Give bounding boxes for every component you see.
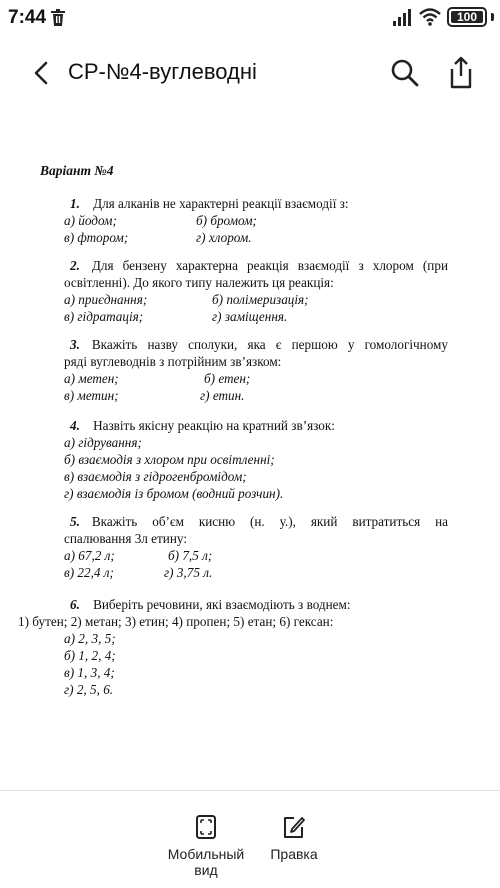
question-number: 6. [70,597,80,612]
mobile-view-icon [195,814,217,840]
question-text: Назвіть якісну реакцію на кратний зв’язок: [93,418,335,433]
status-bar [0,0,500,34]
option-d: г) 3,75 л. [164,565,213,580]
question-text: Для алканів не характерні реакції взаємодії з: [93,196,349,211]
mobile-view-button[interactable] [158,814,254,878]
option-d: г) етин. [200,388,245,403]
status-time: 7:44 [8,7,47,28]
question-text: Вкажіть об’єм кисню (н. у.), який витратиться на [91,514,448,529]
option-a: а) 2, 3, 5; [64,631,116,646]
bottom-divider [0,790,500,791]
question-number: 4. [70,418,80,433]
back-button[interactable] [26,58,56,88]
option-d: г) 2, 5, 6. [64,682,114,697]
mobile-view-label-2: вид [194,862,218,878]
question-text-cont: спалювання 3л етину: [64,531,187,546]
wifi-icon [419,8,441,26]
option-c: в) фтором; [64,230,129,245]
back-icon [33,61,49,85]
status-indicators [393,7,494,27]
share-button[interactable] [444,54,478,92]
option-d: г) заміщення. [212,309,288,324]
variant-heading: Варіант №4 [40,163,114,178]
option-b: б) етен; [204,371,251,386]
app-bar [0,48,500,98]
option-c: в) взаємодія з гідрогенбромідом; [64,469,247,484]
mobile-view-label: Мобильный [167,846,245,862]
option-a: а) метен; [64,371,119,386]
document-page [0,150,500,790]
option-b: б) 7,5 л; [168,548,213,563]
option-c: в) гідратація; [64,309,144,324]
question-text-cont: 1) бутен; 2) метан; 3) етин; 4) пропен; 5) етан; 6) гексан: [18,614,334,629]
option-a: а) 67,2 л; [64,548,115,563]
bottom-toolbar [0,800,500,888]
option-b: б) полімеризація; [212,292,309,307]
question-number: 5. [70,514,80,529]
battery-level: 100 [456,10,478,24]
question-text: Виберіть речовини, які взаємодіють з воднем: [93,597,351,612]
option-a: а) йодом; [64,213,117,228]
question-text: Вкажіть назву сполуки, яка є першою у гомологічному [91,337,448,352]
signal-icon [393,8,413,26]
option-a: а) гідрування; [64,435,142,450]
document-title: СР-№4-вуглеводні [68,59,257,84]
option-c: в) 1, 3, 4; [64,665,115,680]
option-a: а) приєднання; [64,292,148,307]
share-icon [444,54,478,92]
edit-button[interactable] [258,814,330,862]
question-text-cont: ряді вуглеводнів з потрійним зв’язком: [64,354,282,369]
option-d: г) взаємодія із бромом (водний розчин). [64,486,284,501]
option-b: б) бромом; [196,213,257,228]
option-b: б) 1, 2, 4; [64,648,116,663]
question-number: 1. [70,196,80,211]
search-icon [388,56,422,90]
trash-icon [50,9,66,26]
question-text-cont: освітленні). До якого типу належить ця реакція: [64,275,334,290]
question-text: Для бензену характерна реакція взаємодії з хлором (при [91,258,448,273]
option-c: в) 22,4 л; [64,565,114,580]
battery-icon [447,7,487,27]
option-b: б) взаємодія з хлором при освітленні; [64,452,275,467]
edit-label: Правка [270,846,318,862]
edit-icon [282,814,306,840]
option-c: в) метин; [64,388,119,403]
search-button[interactable] [388,56,422,90]
question-number: 3. [70,337,80,352]
option-d: г) хлором. [196,230,252,245]
question-number: 2. [70,258,80,273]
